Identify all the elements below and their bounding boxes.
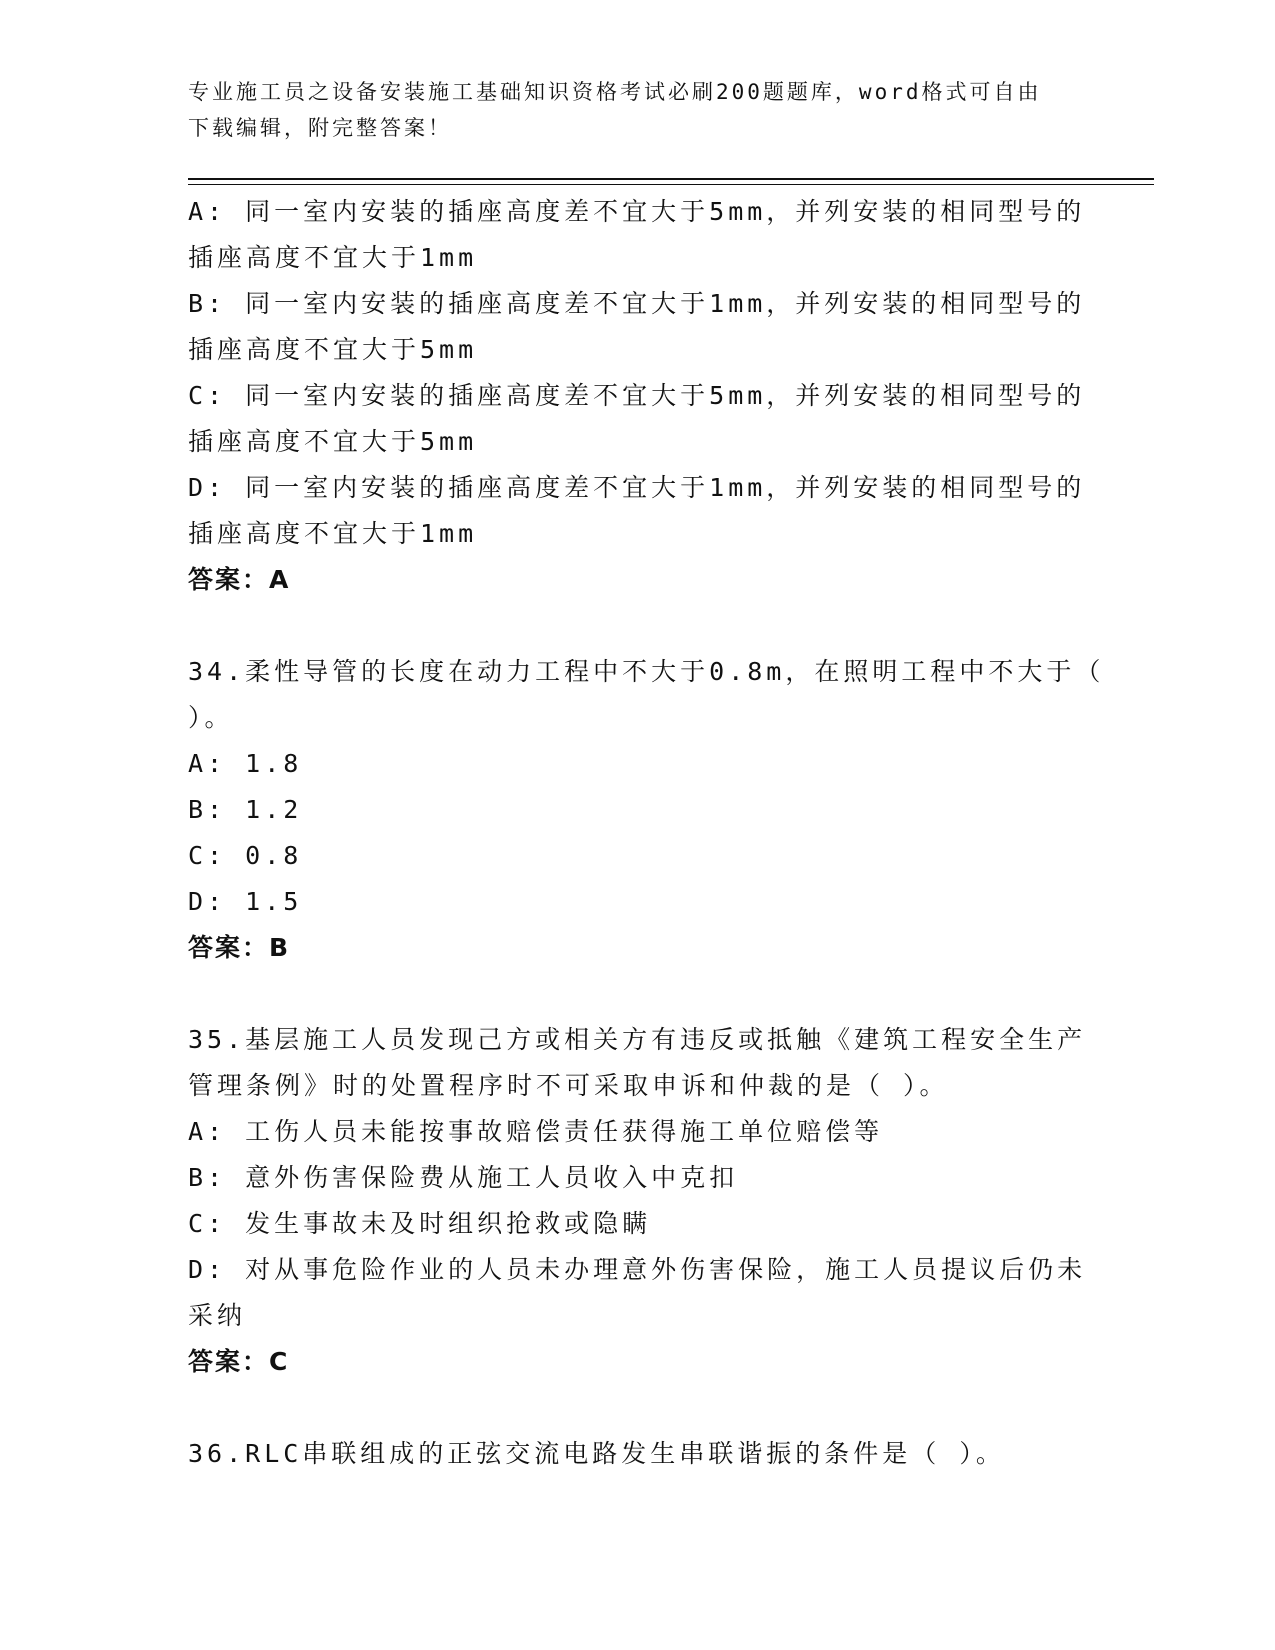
spacer [188,971,1088,1017]
option-a-line-1: A: 同一室内安装的插座高度差不宜大于5mm，并列安装的相同型号的 [188,197,1086,226]
option-d-line-1: D: 同一室内安装的插座高度差不宜大于1mm，并列安装的相同型号的 [188,473,1086,502]
question-stem-line-1: 36.RLC串联组成的正弦交流电路发生串联谐振的条件是（ ）。 [188,1439,1005,1468]
question-33-continued [188,189,1088,603]
header-line-2: 下载编辑，附完整答案！ [188,116,452,140]
question-stem-line-2: ）。 [188,703,234,732]
option-d-line-2: 采纳 [188,1301,247,1330]
option-d-line-1: D: 对从事危险作业的人员未办理意外伤害保险，施工人员提议后仍未 [188,1255,1087,1284]
question-stem-line-2: 管理条例》时的处置程序时不可采取申诉和仲裁的是（ ）。 [188,1071,949,1100]
question-34 [188,649,1105,971]
option-b: B: 1.2 [188,795,303,824]
answer-label: 答案：B [188,933,291,962]
option-b-line-1: B: 同一室内安装的插座高度差不宜大于1mm，并列安装的相同型号的 [188,289,1086,318]
option-c-line-1: C: 同一室内安装的插座高度差不宜大于5mm，并列安装的相同型号的 [188,381,1086,410]
question-35 [188,1017,1088,1385]
option-a: A: 1.8 [188,749,303,778]
question-36 [188,1431,1088,1477]
question-stem-line-1: 34.柔性导管的长度在动力工程中不大于0.8m，在照明工程中不大于（ [188,657,1105,686]
document-header [188,74,1068,146]
header-line-1: 专业施工员之设备安装施工基础知识资格考试必刷200题题库，word格式可自由 [188,80,1042,104]
option-b-line-2: 插座高度不宜大于5mm [188,335,478,364]
spacer [188,1385,1088,1431]
option-c: C: 发生事故未及时组织抢救或隐瞒 [188,1209,652,1238]
option-a: A: 工伤人员未能按事故赔偿责任获得施工单位赔偿等 [188,1117,884,1146]
header-divider-thin [188,184,1154,185]
option-c: C: 0.8 [188,841,303,870]
header-divider [188,178,1154,180]
option-d-line-2: 插座高度不宜大于1mm [188,519,478,548]
option-c-line-2: 插座高度不宜大于5mm [188,427,478,456]
answer-label: 答案：A [188,565,291,594]
option-b: B: 意外伤害保险费从施工人员收入中克扣 [188,1163,739,1192]
option-a-line-2: 插座高度不宜大于1mm [188,243,478,272]
document-body [188,189,1105,1477]
option-d: D: 1.5 [188,887,303,916]
answer-label: 答案：C [188,1347,290,1376]
question-stem-line-1: 35.基层施工人员发现己方或相关方有违反或抵触《建筑工程安全生产 [188,1025,1087,1054]
spacer [188,603,1088,649]
